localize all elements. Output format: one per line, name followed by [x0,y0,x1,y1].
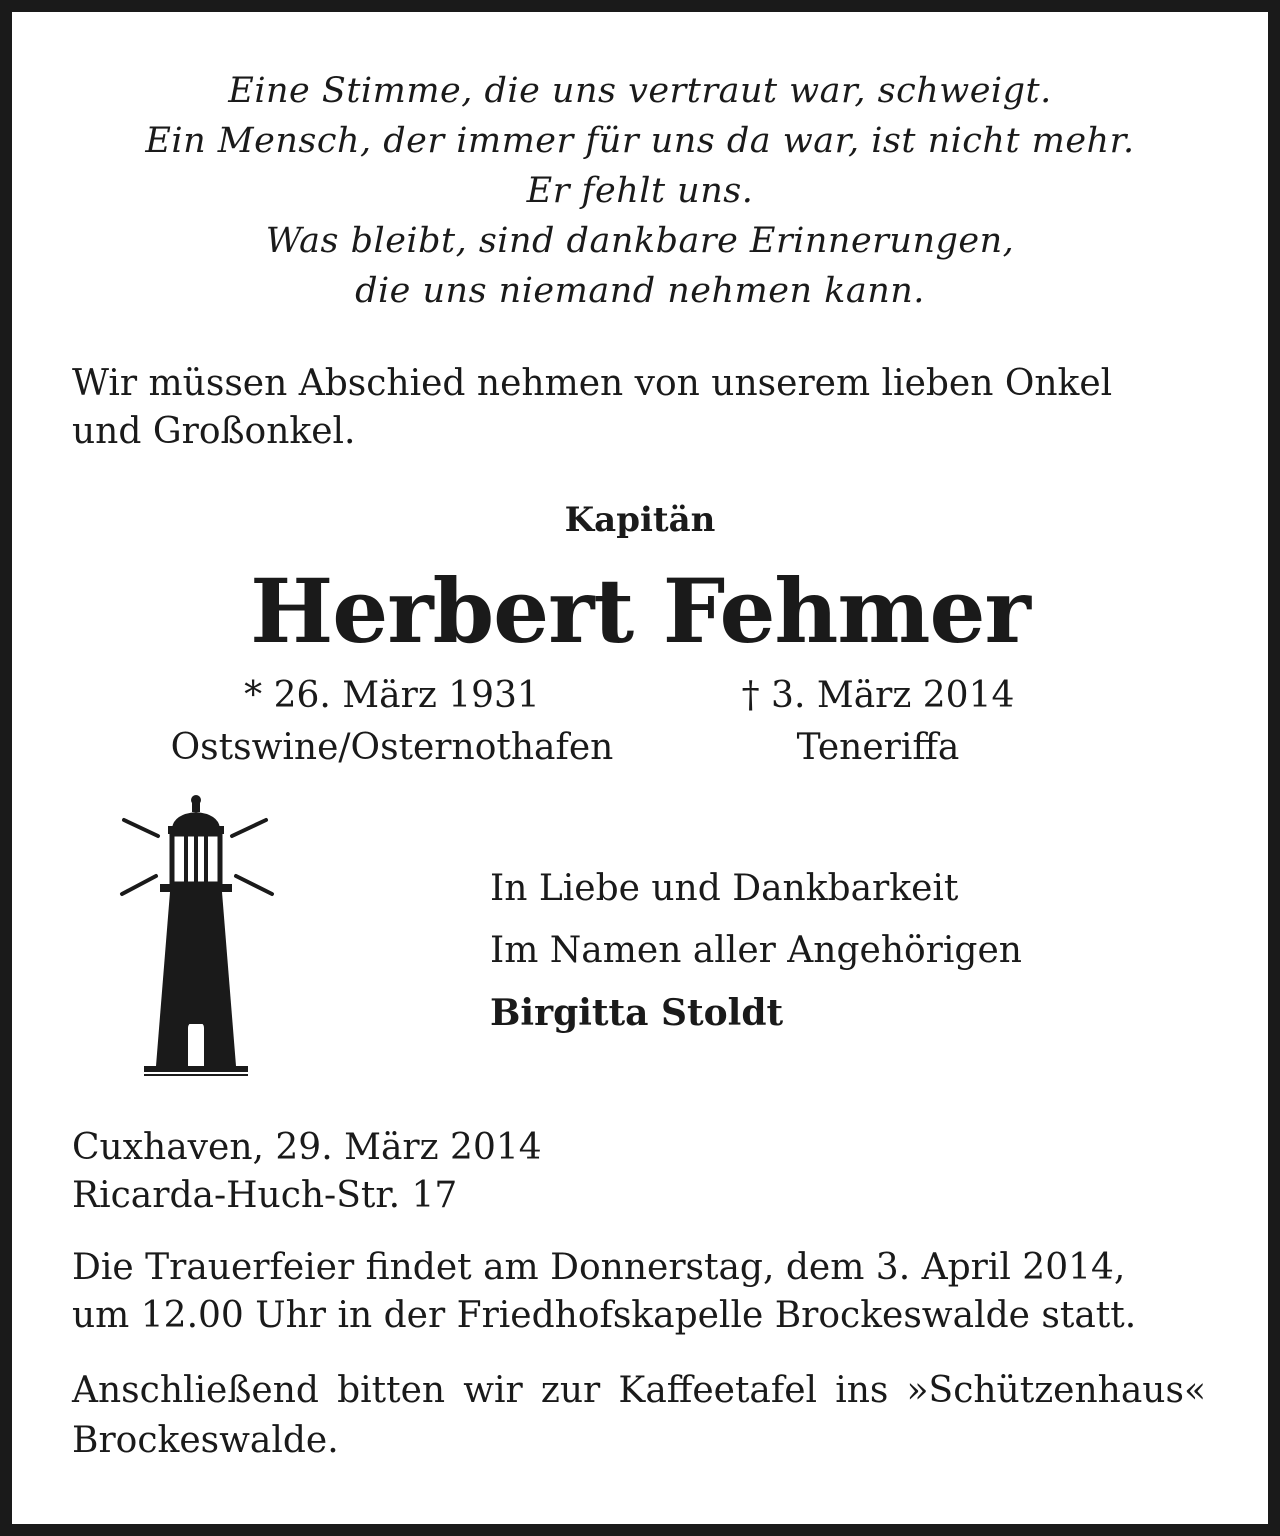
poem [40,66,1240,316]
reception-info: Anschließend bitten wir zur Kaffeetafel ins »Schützenhaus« Brockeswalde. [72,1370,1206,1461]
signer-name: Birgitta Stoldt [490,992,784,1034]
intro-text [72,360,1222,456]
street-address: Ricarda-Huch-Str. 17 [72,1175,458,1216]
death-place: Teneriffa [796,727,960,768]
poem-line: Ein Mensch, der immer für uns da war, ist nicht mehr. [145,121,1135,161]
lighthouse-icon [110,790,290,1090]
birth-place: Ostswine/Osternothafen [170,727,614,768]
service-line: Die Trauerfeier findet am Donnerstag, dem 3. April 2014, [72,1247,1126,1288]
deceased-title: Kapitän [564,500,716,540]
birth-info [112,670,672,774]
poem-line: Eine Stimme, die uns vertraut war, schweigt. [228,71,1052,111]
service-info [72,1244,1212,1340]
poem-line: Er fehlt uns. [526,171,754,211]
intro-line: und Großonkel. [72,411,356,452]
death-info [598,670,1158,774]
deceased-name: Herbert Fehmer [250,559,1030,663]
poem-line: die uns niemand nehmen kann. [355,271,925,311]
birth-date: * 26. März 1931 [244,675,540,716]
signoff [490,858,1022,1044]
address-block [72,1124,542,1220]
signoff-line: Im Namen aller Angehörigen [490,930,1022,971]
place-date: Cuxhaven, 29. März 2014 [72,1127,542,1168]
poem-line: Was bleibt, sind dankbare Erinnerungen, [265,221,1015,261]
service-line: um 12.00 Uhr in der Friedhofskapelle Brockeswalde statt. [72,1295,1137,1336]
death-date: † 3. März 2014 [741,675,1015,716]
intro-line: Wir müssen Abschied nehmen von unserem lieben Onkel [72,363,1113,404]
signoff-line: In Liebe und Dankbarkeit [490,868,959,909]
